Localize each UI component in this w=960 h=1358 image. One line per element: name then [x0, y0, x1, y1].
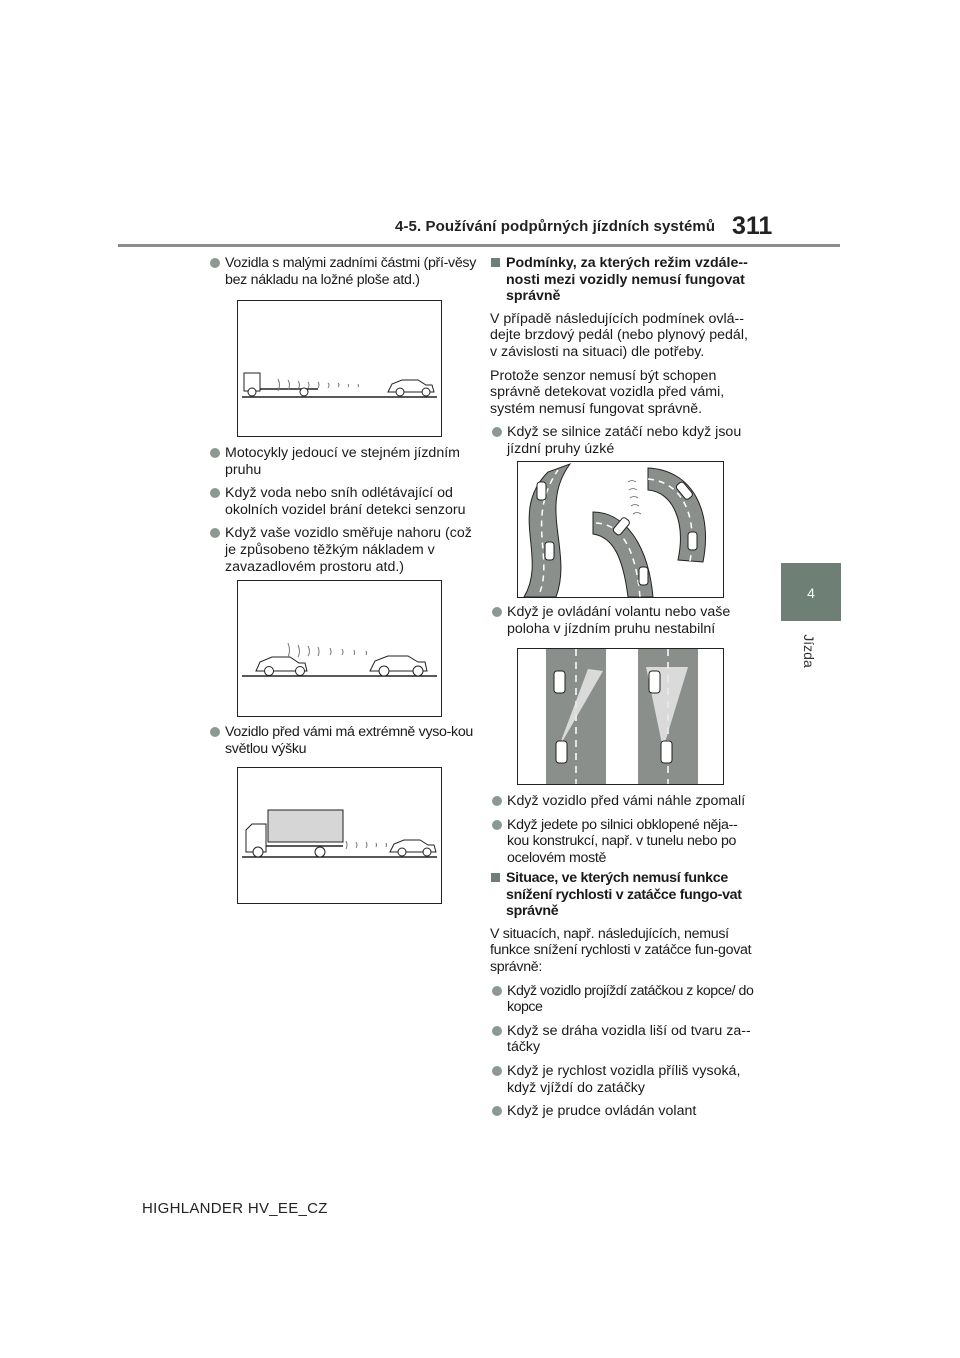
- figure-curved-roads: [517, 461, 724, 598]
- right-section1-block: [490, 255, 754, 465]
- bullet-item: Když je rychlost vozidla příliš vysoká, když vjíždí do zatáčky: [490, 1063, 754, 1096]
- bullet-item: Když voda nebo sníh odlétávající od okolních vozidel brání detekci senzoru: [208, 485, 478, 518]
- section-heading: Podmínky, za kterých režim vzdále-nosti mezi vozidly nemusí fungovat správně: [490, 255, 754, 305]
- bullet-item: Když vaše vozidlo směřuje nahoru (což je způsobeno těžkým nákladem v zavazadlovém prostoru atd.): [208, 525, 478, 575]
- paragraph: V situacích, např. následujících, nemusí funkce snížení rychlosti v zatáčce fun-govat správně:: [490, 925, 752, 975]
- left-item-1-block: [208, 255, 478, 295]
- bullet-item: Vozidlo před vámi má extrémně vyso-kou světlou výšku: [208, 724, 478, 757]
- left-items-2-4-block: [208, 445, 478, 582]
- chapter-label: Jízda: [801, 634, 817, 668]
- header-divider: [118, 244, 840, 247]
- chapter-label-box: [784, 625, 840, 675]
- section-title: 4-5. Používání podpůrných jízdních systémů: [395, 218, 716, 235]
- bullet-item: Když je prudce ovládán volant: [490, 1103, 754, 1120]
- footer-model: HIGHLANDER HV_EE_CZ: [142, 1200, 328, 1217]
- chapter-number: 4: [807, 585, 815, 601]
- bullet-item: Když se silnice zatáčí nebo když jsou jízdní pruhy úzké: [490, 424, 754, 457]
- bullet-item: Když je ovládání volantu nebo vaše poloha v jízdním pruhu nestabilní: [490, 604, 754, 637]
- figure-motorcycle: [237, 580, 442, 717]
- figure-high-clearance-truck: [237, 767, 442, 904]
- bullet-item: Když vozidlo projíždí zatáčkou z kopce/ do kopce: [490, 983, 754, 1016]
- right-section2-block: [490, 870, 754, 1127]
- bullet-item: Vozidla s malými zadními částmi (pří-věsy bez nákladu na ložné ploše atd.): [208, 255, 478, 288]
- bullet-item: Když se dráha vozidla liší od tvaru za-táčky: [490, 1023, 754, 1056]
- figure-unstable-steering: [517, 648, 724, 785]
- right-item-2-block: [490, 604, 754, 644]
- right-items-3-4-block: [490, 793, 754, 873]
- bullet-item: Když vozidlo před vámi náhle zpomalí: [490, 793, 754, 810]
- chapter-tab: [781, 563, 841, 621]
- bullet-item: Motocykly jedoucí ve stejném jízdním pruhu: [208, 445, 478, 478]
- paragraph: Protože senzor nemusí být schopen správně detekovat vozidla před vámi, systém nemusí fungovat správně.: [490, 367, 725, 417]
- bullet-item: Když jedete po silnici obklopené něja-kou konstrukcí, např. v tunelu nebo po ocelovém mostě: [490, 817, 754, 867]
- paragraph: V případě následujících podmínek ovlá-dejte brzdový pedál (nebo plynový pedál, v závislosti na situaci) dle potřeby.: [490, 310, 748, 360]
- section-heading: Situace, ve kterých nemusí funkce snížení rychlosti v zatáčce fungo-vat správně: [490, 870, 754, 920]
- left-item-5-block: [208, 724, 478, 764]
- page-number: 311: [732, 212, 773, 240]
- figure-trailer: [237, 300, 442, 437]
